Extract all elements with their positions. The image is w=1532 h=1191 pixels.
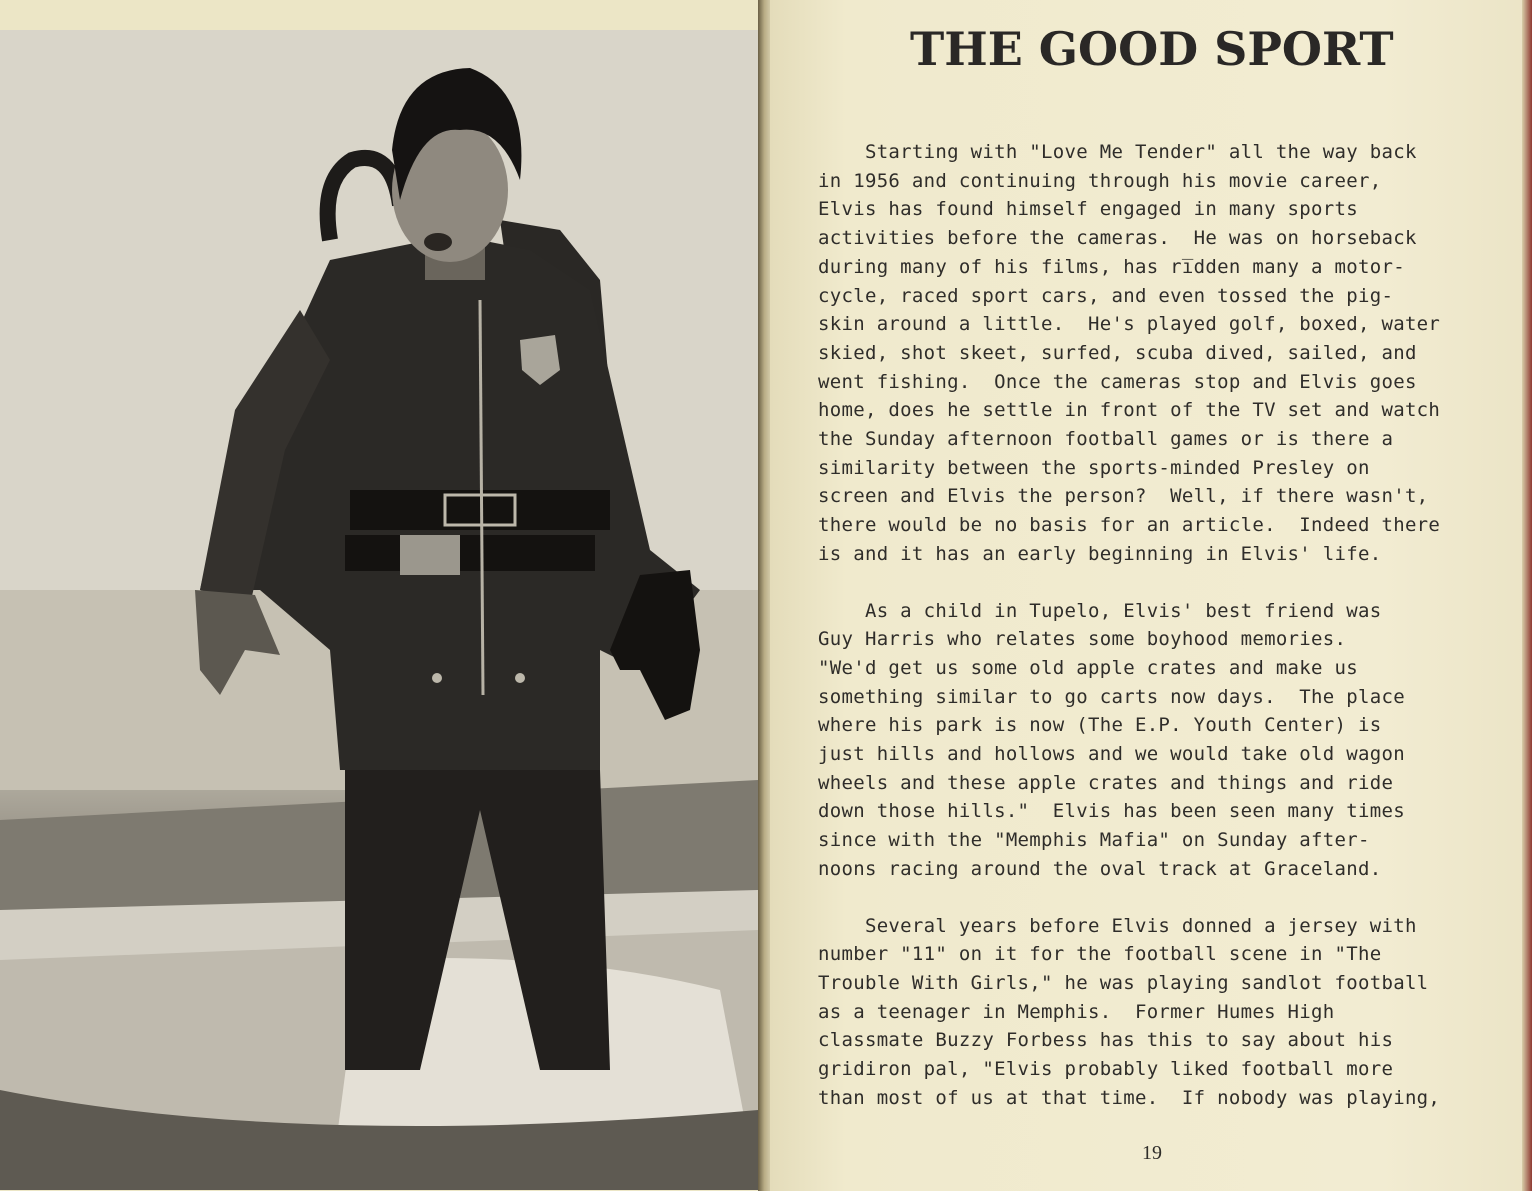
text-line: wheels and these apple crates and things and ride [818,771,1394,794]
text-line: cycle, raced sport cars, and even tossed the pig- [818,284,1394,307]
text-line: in 1956 and continuing through his movie career, [818,169,1382,192]
photo [0,30,758,1190]
text-line: where his park is now (The E.P. Youth Center) is [818,714,1382,737]
text-line: Elvis has found himself engaged in many sports [818,198,1358,221]
text-line: home, does he settle in front of the TV set and watch [818,399,1441,422]
text-line: than most of us at that time. If nobody was playing, [818,1086,1441,1109]
text-line: Starting with "Love Me Tender" all the way back [818,141,1417,163]
paragraph-2 [818,597,1508,884]
photo-illustration [0,30,758,1190]
text-line: Trouble With Girls," he was playing sandlot football [818,971,1429,994]
book-cover-edge [1522,0,1532,1191]
text-line: number "11" on it for the football scene in "The [818,943,1382,966]
text-line: is and it has an early beginning in Elvis' life. [818,542,1382,565]
text-line: As a child in Tupelo, Elvis' best friend was [818,599,1382,622]
text-line: something similar to go carts now days. The place [818,685,1405,708]
text-line: gridiron pal, "Elvis probably liked football more [818,1058,1394,1081]
left-page [0,0,762,1191]
page-number: 19 [1142,1142,1162,1164]
page-title: THE GOOD SPORT [910,22,1394,76]
text-line: there would be no basis for an article. Indeed there [818,514,1441,537]
text-line: activities before the cameras. He was on horseback [818,227,1417,250]
text-line: since with the "Memphis Mafia" on Sunday after- [818,829,1370,852]
text-line: just hills and hollows and we would take old wagon [818,743,1405,766]
text-line: screen and Elvis the person? Well, if there wasn't, [818,485,1429,508]
text-line: during many of his films, has ri̅dden many a motor- [818,255,1405,278]
text-line: noons racing around the oval track at Graceland. [818,857,1382,880]
paragraph-1 [818,138,1508,569]
text-line: Several years before Elvis donned a jersey with [818,914,1417,937]
text-line: went fishing. Once the cameras stop and Elvis goes [818,370,1417,393]
text-line: as a teenager in Memphis. Former Humes High [818,1000,1335,1023]
right-page [770,0,1532,1191]
text-line: similarity between the sports-minded Presley on [818,456,1370,479]
text-line: skied, shot skeet, surfed, scuba dived, sailed, and [818,341,1417,364]
article-body [818,138,1508,1141]
text-line: classmate Buzzy Forbess has this to say about his [818,1029,1394,1052]
text-line: "We'd get us some old apple crates and make us [818,656,1358,679]
paragraph-3 [818,912,1508,1113]
text-line: Guy Harris who relates some boyhood memories. [818,628,1347,651]
text-line: down those hills." Elvis has been seen many times [818,800,1405,823]
text-line: skin around a little. He's played golf, boxed, water [818,313,1441,336]
text-line: the Sunday afternoon football games or is there a [818,428,1394,451]
